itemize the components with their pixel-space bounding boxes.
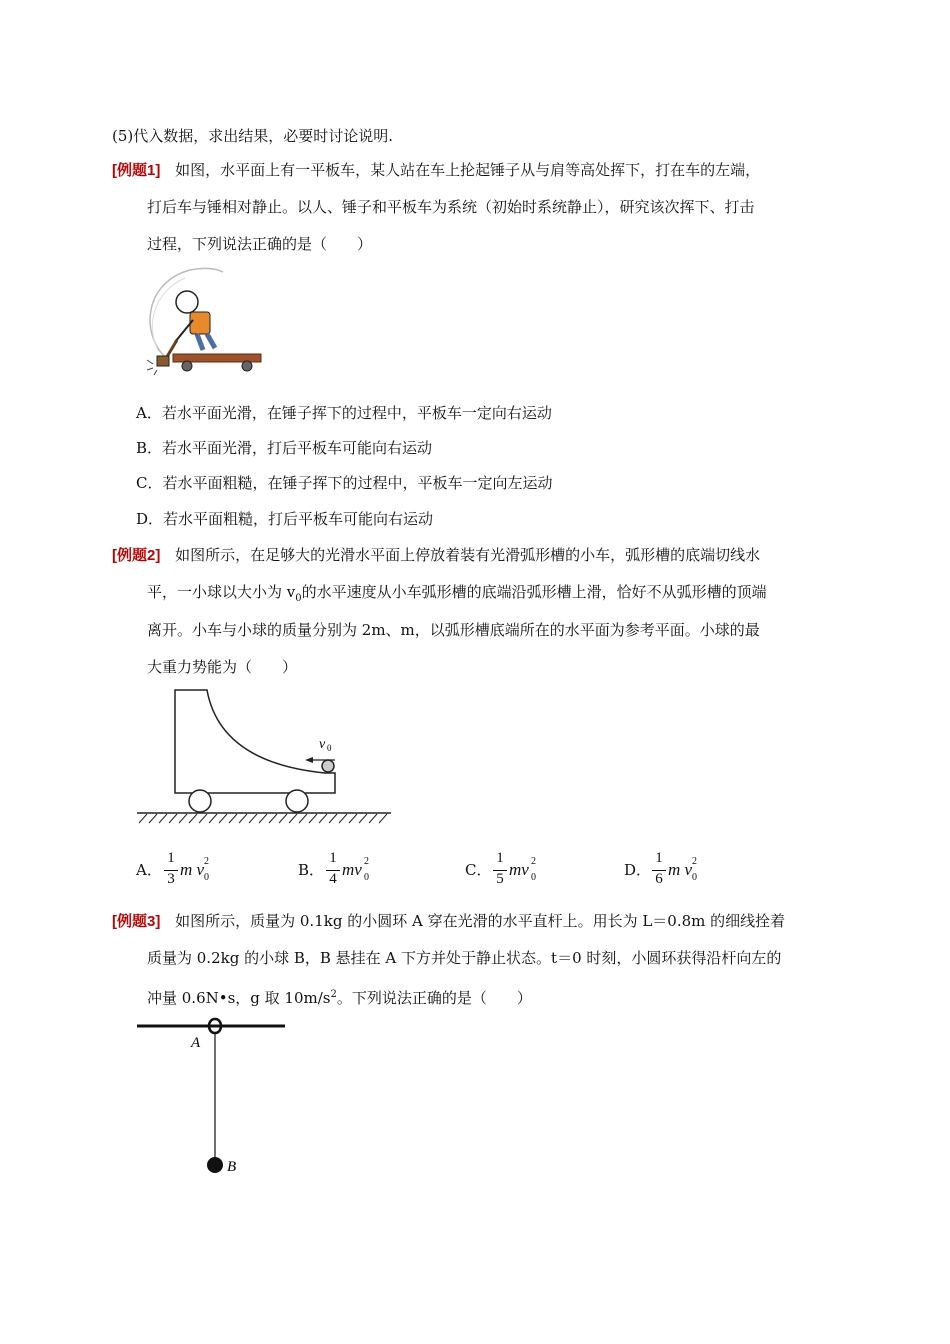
option-label: C． [465, 861, 492, 879]
fraction-denominator: 6 [655, 871, 663, 887]
fraction-numerator: 1 [329, 850, 337, 866]
example-2-tag: [例题2] [112, 547, 161, 564]
cart-wheel [182, 361, 192, 371]
fraction-denominator: 5 [496, 871, 504, 887]
v0-subscript: 0 [295, 593, 302, 604]
example-3-line-1: 如图所示，质量为 0.1kg 的小圆环 A 穿在光滑的水平直杆上。用长为 L＝0.8m 的细线拴着 [175, 912, 786, 930]
ground-hatching [139, 814, 387, 823]
cart-wheel-right [286, 790, 308, 812]
option-label: A． [136, 861, 162, 879]
ball [322, 760, 334, 772]
fraction-numerator: 1 [655, 850, 663, 866]
example-1-option-c: C．若水平面粗糙，在锤子挥下的过程中，平板车一定向左运动 [136, 474, 553, 492]
example-3-line-3a: 冲量 0.6N•s，g 取 10m/s [147, 989, 331, 1007]
mv-term: mv [509, 860, 529, 879]
example-2-line-2 [147, 582, 767, 609]
step-5-text: (5)代入数据，求出结果，必要时讨论说明. [112, 127, 394, 145]
ball-b [207, 1157, 223, 1173]
option-label: B． [298, 861, 325, 879]
example-3-figure [135, 1015, 295, 1185]
example-2-option-c [465, 850, 575, 892]
superscript: 2 [531, 856, 536, 867]
subscript: 0 [364, 872, 369, 883]
s2-superscript: 2 [330, 989, 337, 1000]
example-1-option-b: B．若水平面光滑，打后平板车可能向右运动 [136, 439, 433, 457]
example-2-option-a [136, 850, 246, 892]
arrow-head-icon [305, 757, 313, 763]
fraction-denominator: 3 [167, 871, 175, 887]
example-3-line-3b: 。下列说法正确的是（ ） [336, 989, 532, 1007]
cart-body [175, 690, 335, 793]
example-3-line-2: 质量为 0.2kg 的小球 B，B 悬挂在 A 下方并处于静止状态。t＝0 时刻，小圆环获得沿杆向左的 [147, 949, 782, 967]
example-1-tag: [例题1] [112, 162, 161, 179]
example-1-line-3: 过程，下列说法正确的是（ ） [147, 235, 373, 253]
example-1-line-2: 打后车与锤相对静止。以人、锤子和平板车为系统（初始时系统静止），研究该次挥下、打击 [147, 198, 755, 216]
superscript: 2 [692, 856, 697, 867]
example-1-option-a: A．若水平面光滑，在锤子挥下的过程中，平板车一定向右运动 [136, 404, 552, 422]
subscript: 0 [692, 872, 697, 883]
example-2-line-1: 如图所示，在足够大的光滑水平面上停放着装有光滑弧形槽的小车，弧形槽的底端切线水 [175, 546, 761, 564]
hammer-head [157, 356, 169, 366]
example-3-tag: [例题3] [112, 913, 161, 930]
label-a: A [191, 1035, 201, 1051]
superscript: 2 [364, 856, 369, 867]
fraction-denominator: 4 [329, 871, 337, 887]
mv-term: m v [668, 860, 693, 879]
example-1-line-1: 如图，水平面上有一平板车，某人站在车上抡起锤子从与肩等高处挥下，打在车的左端， [175, 161, 761, 179]
example-3-first-line [112, 911, 785, 932]
example-2-first-line [112, 545, 760, 566]
example-3-line-3 [147, 985, 532, 1008]
person-legs [197, 334, 215, 350]
label-b: B [227, 1159, 237, 1175]
cart-wheel-left [189, 790, 211, 812]
superscript: 2 [204, 856, 209, 867]
option-label: D． [624, 861, 652, 879]
cart-wheel [242, 361, 252, 371]
subscript: 0 [531, 872, 536, 883]
example-1-figure [135, 262, 270, 382]
example-1-first-line [112, 160, 760, 181]
example-2-line-2b: 的水平速度从小车弧形槽的底端沿弧形槽上滑，恰好不从弧形槽的顶端 [301, 583, 767, 601]
example-2-option-d [624, 850, 734, 892]
example-2-line-4: 大重力势能为（ ） [147, 658, 298, 676]
fraction-numerator: 1 [167, 850, 175, 866]
person-body [190, 312, 210, 334]
example-2-option-b [298, 850, 408, 892]
example-1-option-d: D．若水平面粗糙，打后平板车可能向右运动 [136, 510, 434, 528]
example-2-line-2a: 平，一小球以大小为 v [147, 583, 296, 601]
example-2-figure [135, 685, 395, 830]
fig-v-sub: 0 [327, 743, 332, 753]
impact-lines [147, 360, 157, 375]
example-2-line-3: 离开。小车与小球的质量分别为 2m、m，以弧形槽底端所在的水平面为参考平面。小球的最 [147, 621, 760, 639]
fig-v-label: v [319, 737, 326, 752]
mv-term: mv [342, 860, 362, 879]
subscript: 0 [204, 872, 209, 883]
mv-term: m v [180, 860, 205, 879]
fraction-numerator: 1 [496, 850, 504, 866]
person-head [176, 291, 198, 313]
